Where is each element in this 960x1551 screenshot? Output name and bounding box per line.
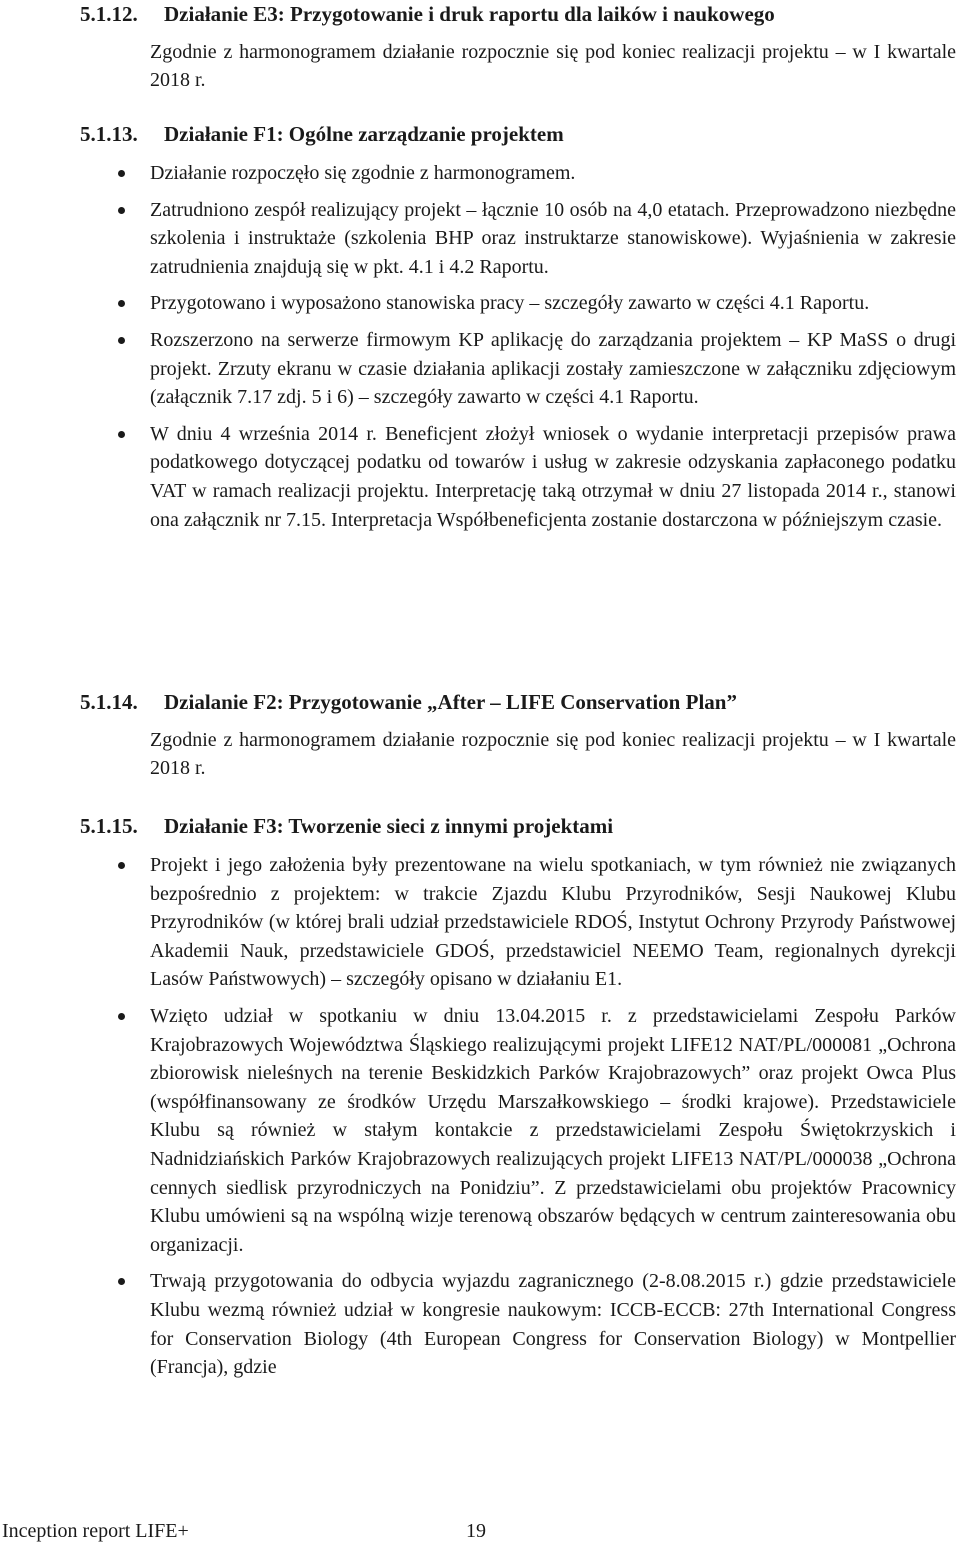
section-number: 5.1.12. [80,2,138,26]
list-item-text: Działanie rozpoczęło się zgodnie z harmonogramem. [150,162,576,184]
list-item-text: Przygotowano i wyposażono stanowiska pracy – szczegóły zawarto w części 4.1 Raportu. [150,292,870,315]
bullet-list-f3 [116,851,956,1382]
section-heading-5-1-12 [80,2,950,27]
bullet-icon [118,337,125,344]
bullet-icon [118,207,125,214]
list-item [116,196,956,282]
list-item [116,1267,956,1381]
page-number: 19 [466,1520,486,1542]
list-item-text: Trwają przygotowania do odbycia wyjazdu zagranicznego (2-8.08.2015 r.) gdzie przedstawiciele Klubu wezmą również udział w kongresie naukowym: ICCB-ECCB: 27th International Congress for Conservation Biology (4th European Congress for Conservation Biology) w Montpellier (Francja), gdzie [150,1270,956,1379]
list-item [116,326,956,412]
list-item [116,420,956,534]
bullet-icon [118,1013,125,1020]
bullet-icon [118,862,125,869]
bullet-icon [118,431,125,438]
bullet-icon [118,300,125,307]
list-item [116,289,956,318]
section-paragraph: Zgodnie z harmonogramem działanie rozpocznie się pod koniec realizacji projektu – w I kwartale 2018 r. [150,729,956,779]
list-item-text: W dniu 4 września 2014 r. Beneficjent złożył wniosek o wydanie interpretacji przepisów prawa podatkowego dotyczącej podatku od towarów i usług w zakresie odzyskania zapłaconego podatku VAT w ramach realizacji projektu. Interpretację taką otrzymał w dniu 27 listopada 2014 r., stanowi ona załącznik nr 7.15. Interpretacja Współbeneficjenta zostanie dostarczona w późniejszym czasie. [150,422,956,531]
section-heading-5-1-13 [80,122,950,147]
bullet-icon [118,170,125,177]
section-number: 5.1.14. [80,690,138,714]
section-number: 5.1.15. [80,814,138,838]
section-title: Działanie F1: Ogólne zarządzanie projektem [164,122,564,146]
bullet-icon [118,1278,125,1285]
list-item [116,159,956,188]
section-title: Działanie F3: Tworzenie sieci z innymi projektami [164,814,614,838]
list-item-text: Zatrudniono zespół realizujący projekt – łącznie 10 osób na 4,0 etatach. Przeprowadzono niezbędne szkolenia i instruktaże (szkolenia BHP oraz instruktarze stanowiskowe). Wyjaśnienia w zakresie zatrudnienia znajdują się w pkt. 4.1 i 4.2 Raportu. [150,198,956,278]
footer-report-name: Inception report LIFE+ [2,1520,189,1542]
section-number: 5.1.13. [80,122,138,146]
list-item [116,851,956,994]
list-item [116,1002,956,1259]
section-title: Działanie E3: Przygotowanie i druk raportu dla laików i naukowego [164,2,775,26]
list-item-text: Projekt i jego założenia były prezentowane na wielu spotkaniach, w tym również nie związanych bezpośrednio z projektem: w trakcie Zjazdu Klubu Przyrodników, Sesji Naukowej Klubu Przyrodników (w której brali udział przedstawiciele RDOŚ, Instytut Ochrony Przyrody Państwowej Akademii Nauk, przedstawiciele GDOŚ, przedstawiciel NEEMO Team, regionalnych dyrekcji Lasów Państwowych) – szczegóły opisano w działaniu E1. [150,854,956,991]
section-paragraph: Zgodnie z harmonogramem działanie rozpocznie się pod koniec realizacji projektu – w I kwartale 2018 r. [150,41,956,91]
section-heading-5-1-14 [80,690,950,715]
list-item-text: Wzięto udział w spotkaniu w dniu 13.04.2015 r. z przedstawicielami Zespołu Parków Krajobrazowych Województwa Śląskiego realizującymi projekt LIFE12 NAT/PL/000081 „Ochrona zbiorowisk nieleśnych na terenie Beskidzkich Parków Krajobrazowych” oraz projekt Owca Plus (współfinansowany ze środków Urzędu Marszałkowskiego – środki krajowe). Przedstawiciele Klubu są również w stałym kontakcie z przedstawicielami Zespołu Świętokrzyskich i Nadnidziańskich Parków Krajobrazowych realizujących projekt LIFE13 NAT/PL/000038 „Ochrona cennych siedlisk przyrodniczych na Ponidziu”. Z przedstawicielami obu projektów Pracownicy Klubu umówieni są na wspólną wizje terenową obszarów będących w centrum zainteresowania obu organizacji. [150,1004,956,1256]
section-heading-5-1-15 [80,814,950,839]
section-title: Dzialanie F2: Przygotowanie „After – LIFE Conservation Plan” [164,690,737,714]
list-item-text: Rozszerzono na serwerze firmowym KP aplikację do zarządzania projektem – KP MaSS o drugi projekt. Zrzuty ekranu w czasie działania aplikacji zostały zamieszczone w załączniku zdjęciowym (załącznik 7.17 zdj. 5 i 6) – szczegóły zawarto w części 4.1 Raportu. [150,328,956,409]
bullet-list-f1 [116,159,956,534]
